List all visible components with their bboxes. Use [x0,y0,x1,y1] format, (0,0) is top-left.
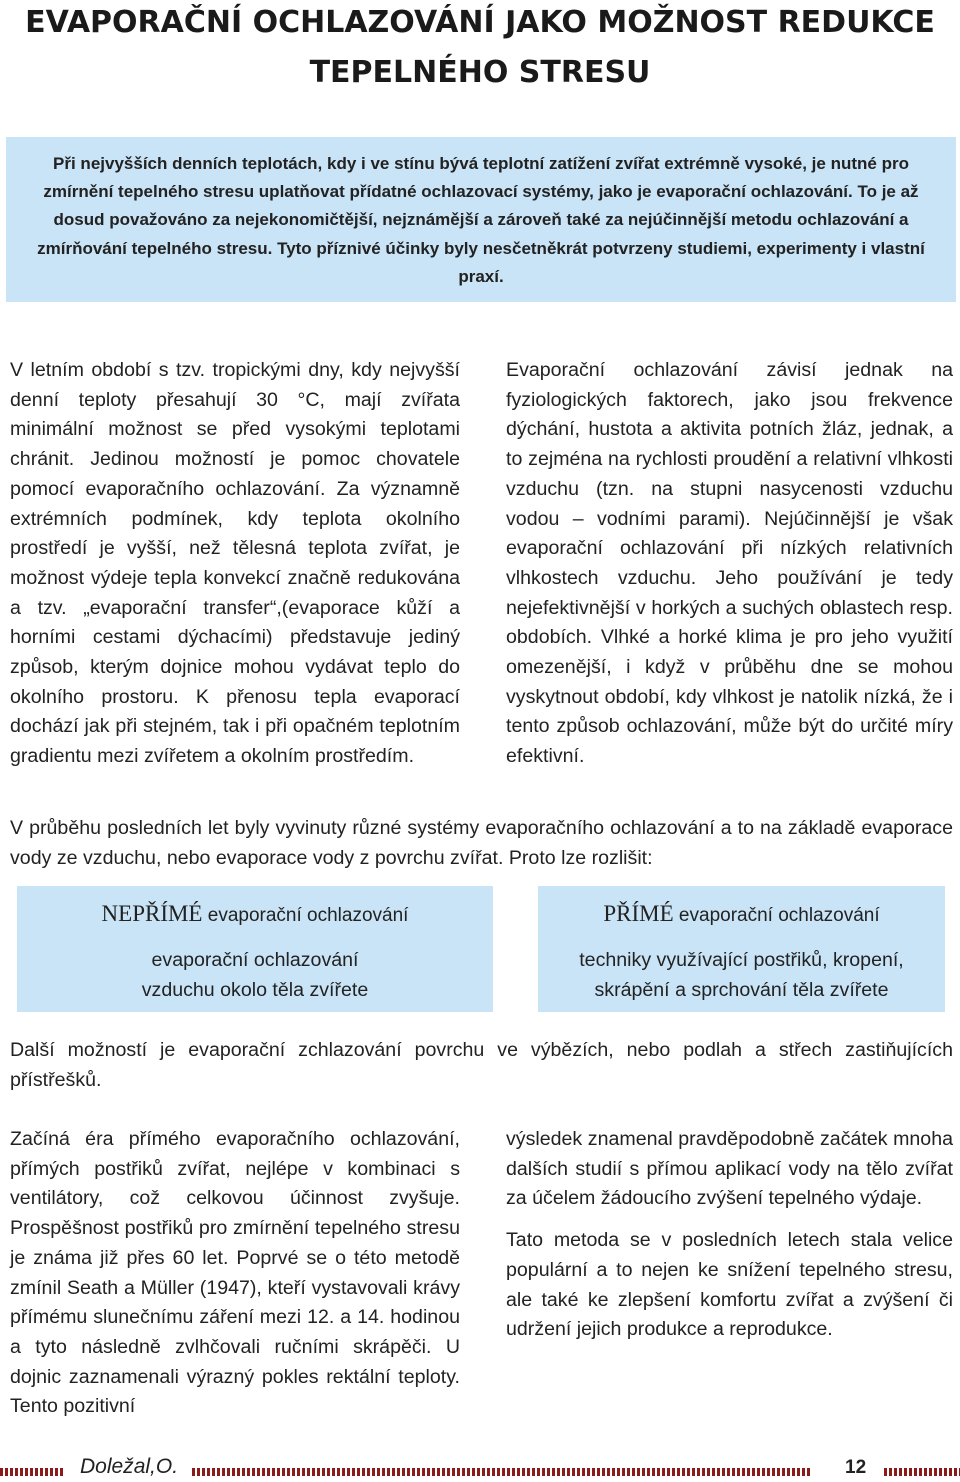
lower-left-column [10,1125,460,1422]
lower-left-text: Začíná éra přímého evaporačního ochlazování, přímých postřiků zvířat, nejlépe v kombinaci s ventilátory, což celkovou účinnost zvyšuje. Prospěšnost postřiků pro zmírnění tepelného stresu je známa již přes 60 let. Poprvé se o této metodě zmínil Seath a Müller (1947), kteří vystavovali krávy přímému slunečnímu záření mezi 12. a 14. hodinou a tyto následně zvlhčovali ručními skrápěči. U dojnic zaznamenali výrazný pokles rektální teploty. Tento pozitivní [10,1128,460,1418]
direct-heading-rest: evaporační ochlazování [673,905,880,926]
systems-paragraph: V průběhu posledních let byly vyvinuty různé systémy evaporačního ochlazování a to na základě evaporace vody ze vzduchu, nebo evaporace vody z povrchu zvířat. Proto lze rozlišit: [10,817,953,869]
title-line-1: EVAPORAČNÍ OCHLAZOVÁNÍ JAKO MOŽNOST REDUKCE [25,5,935,40]
page-number: 12 [845,1457,867,1478]
other-options-paragraph: Další možností je evaporační zchlazování povrchu ve výbězích, nebo podlah a střech zastiňujících přístřešků. [10,1039,953,1091]
title-line-2: TEPELNÉHO STRESU [309,55,651,90]
indirect-cooling-description [17,940,493,1012]
indirect-cooling-heading [17,886,493,942]
lower-right-column [506,1125,953,1345]
direct-description-text: techniky využívající postřiků, kropení, skrápění a sprchování těla zvířete [579,949,904,1001]
indirect-description-text: evaporační ochlazování vzduchu okolo těla zvířete [141,949,369,1001]
indirect-heading-rest: evaporační ochlazování [202,905,409,926]
lower-right-text-1: výsledek znamenal pravděpodobně začátek mnoha dalších studií s přímou aplikací vody na tělo zvířat za účelem žádoucího zvýšení tepelného výdaje. [506,1128,953,1210]
left-column-text: V letním období s tzv. tropickými dny, kdy nejvyšší denní teploty přesahují 30 °C, mají zvířata minimální možnost se před vysokými teplotami chránit. Jedinou možností je pomoc chovatele pomocí evaporačního ochlazování. Za významně extrémních podmínek, kdy teplota okolního prostředí je vyšší, než tělesná teplota zvířat, je možnost výdeje tepla konvekcí značně redukována a tzv. „evaporační transfer“,(evaporace kůží a horními cestami dýchacími) představuje jediný způsob, kterým dojnice mohou vydávat teplo do okolního prostoru. K přenosu tepla evaporací dochází jak při stejném, tak i při opačném teplotním gradientu mezi zvířetem a okolním prostředím. [10,359,460,768]
right-column [506,356,953,772]
footer-author: Doležal,O. [80,1455,179,1478]
direct-cooling-description [538,940,945,1012]
footer-rule-middle [192,1468,812,1476]
footer-rule-left [0,1468,64,1476]
right-column-text: Evaporační ochlazování závisí jednak na fyziologických faktorech, jako jsou frekvence dýchání, hustota a aktivita potních žláz, jednak, a to zejména na rychlosti proudění a relativní vlhkosti vzduchu (tzn. na stupni nasycenosti vzduchu vodou – vodními parami). Nejúčinnější je však evaporační ochlazování při nízkých relativních vlhkostech vzduchu. Jeho používání je tedy nejefektivnější v horkých a suchých oblastech resp. obdobích. Vlhké a horké klima je pro jeho využití omezenější, i když v průběhu dne se mohou vyskytnout období, kdy vlhkost je natolik nízká, že i tento způsob ochlazování, může být do určité míry efektivní. [506,359,953,768]
lower-right-text-2: Tato metoda se v posledních letech stala velice populární a to nejen ke snížení tepelného stresu, ale také ke zlepšení komfortu zvířat a zvýšení či udržení jejich produkce a reprodukce. [506,1229,953,1341]
direct-heading-emphasis: PŘÍMÉ [603,901,674,926]
indirect-heading-emphasis: NEPŘÍMÉ [101,901,203,926]
footer-rule-right [884,1468,960,1476]
left-column [10,356,460,772]
direct-cooling-heading [538,886,945,942]
page-title [0,0,960,98]
intro-box: Při nejvyšších denních teplotách, kdy i ve stínu bývá teplotní zatížení zvířat extrémně vysoké, je nutné pro zmírnění tepelného stresu uplatňovat přídatné ochlazovací systémy, jako je evaporační ochlazování. To je až dosud považováno za nejekonomičtější, nejznámější a zároveň také za nejúčinnější metodu ochlazování a zmírňování tepelného stresu. Tyto příznivé účinky byly nesčetněkrát potvrzeny studiemi, experimenty i vlastní praxí. [6,137,956,302]
